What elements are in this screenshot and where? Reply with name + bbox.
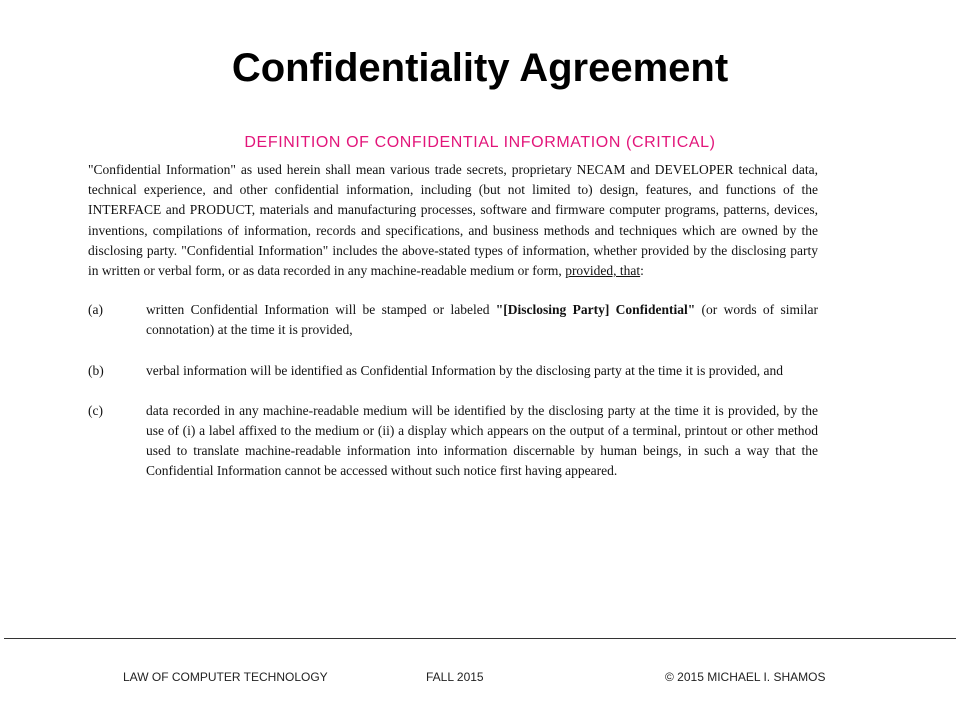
clause-c bbox=[88, 401, 818, 482]
slide-subtitle: DEFINITION OF CONFIDENTIAL INFORMATION (CRITICAL) bbox=[244, 134, 716, 151]
footer-course-name: LAW OF COMPUTER TECHNOLOGY bbox=[123, 670, 328, 684]
clause-a bbox=[88, 300, 818, 340]
clause-text-bold: "[Disclosing Party] Confidential" bbox=[495, 302, 696, 318]
clause-text bbox=[146, 300, 818, 340]
clause-text: verbal information will be identified as Confidential Information by the disclosing party at the time it is provided, and bbox=[146, 362, 783, 378]
definition-end: : bbox=[640, 263, 644, 279]
clause-text: data recorded in any machine-readable medium will be identified by the disclosing party at the time it is provided, by the use of (i) a label affixed to the medium or (ii) a display which appears on the output of a terminal, printout or other method used to translate machine-readable information into information discernable by human beings, in such a way that the Confidential Information cannot be accessed without such notice first having appeared. bbox=[146, 402, 818, 479]
clause-list bbox=[88, 300, 818, 481]
document-excerpt bbox=[88, 160, 818, 502]
footer-copyright: © 2015 MICHAEL I. SHAMOS bbox=[665, 670, 826, 684]
clause-label: (b) bbox=[88, 362, 104, 378]
slide-title: Confidentiality Agreement bbox=[231, 46, 729, 90]
footer-divider bbox=[4, 638, 956, 639]
clause-text-after: (or words of similar connotation) at the time it is provided, bbox=[146, 302, 818, 338]
definition-text: "Confidential Information" as used herein shall mean various trade secrets, proprietary NECAM and DEVELOPER technical data, technical experience, and other confidential information, including (but not limited to) design, features, and functions of the INTERFACE and PRODUCT, materials and manufacturing processes, software and firmware computer programs, patterns, devices, inventions, compilations of information, records and specifications, and business methods and techniques which are owned by the disclosing party. "Confidential Information" includes the above-stated types of information, whether provided by the disclosing party in written or verbal form, or as data recorded in any machine-readable medium or form, bbox=[88, 162, 818, 279]
definition-paragraph bbox=[88, 160, 818, 281]
definition-underlined-text: provided, that bbox=[565, 263, 641, 279]
clause-text-before: written Confidential Information will be stamped or labeled bbox=[146, 302, 496, 318]
footer-term: FALL 2015 bbox=[426, 670, 484, 684]
clause-b bbox=[88, 361, 818, 381]
clause-label: (a) bbox=[88, 302, 103, 318]
clause-label: (c) bbox=[88, 402, 103, 418]
